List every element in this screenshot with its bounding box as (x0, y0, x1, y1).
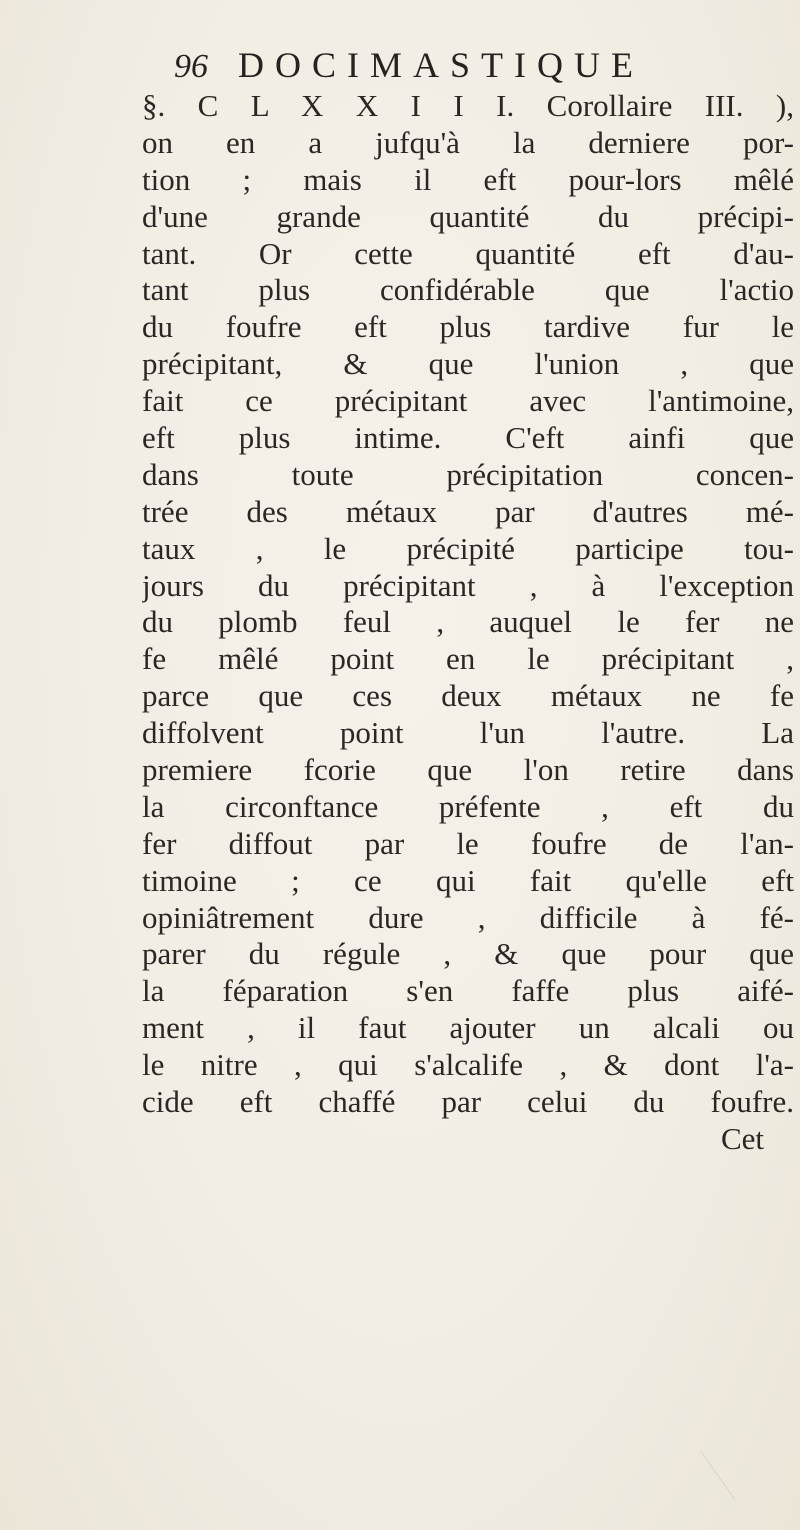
text-line: parce que ces deux métaux ne fe (142, 678, 794, 714)
text-line: jours du précipitant , à l'exception (142, 567, 794, 603)
catchword: Cet (720, 1120, 764, 1156)
text-line: le nitre , qui s'alcalife , & dont l'a- (142, 1047, 794, 1083)
text-line: du foufre eft plus tardive fur le (142, 309, 794, 345)
text-line: tant. Or cette quantité eft d'au- (142, 235, 794, 271)
text-line: d'une grande quantité du précipi- (142, 198, 794, 234)
text-line: la circonftance préfente , eft du (142, 788, 794, 824)
text-line: fer diffout par le foufre de l'an- (142, 825, 794, 861)
text-line: on en a jufqu'à la derniere por- (142, 124, 794, 160)
body-text (142, 88, 794, 1158)
page-number: 96 (174, 48, 208, 85)
text-line: la féparation s'en faffe plus aifé- (142, 973, 794, 1009)
text-line: cide eft chaffé par celui du foufre. (142, 1084, 794, 1120)
paper-mark (700, 1450, 735, 1500)
text-line: taux , le précipité participe tou- (142, 530, 794, 566)
text-line: fait ce précipitant avec l'antimoine, (142, 383, 794, 419)
text-line: parer du régule , & que pour que (142, 936, 794, 972)
text-line: dans toute précipitation concen- (142, 456, 794, 492)
text-line: tion ; mais il eft pour-lors mêlé (142, 161, 794, 197)
text-line: ment , il faut ajouter un alcali ou (142, 1010, 794, 1046)
text-line: timoine ; ce qui fait qu'elle eft (142, 862, 794, 898)
text-line: §. C L X X I I I. Corollaire III. ), (142, 88, 794, 123)
text-line: trée des métaux par d'autres mé- (142, 493, 794, 529)
text-line: eft plus intime. C'eft ainfi que (142, 420, 794, 456)
running-title: DOCIMASTIQUE (238, 45, 644, 85)
text-line: premiere fcorie que l'on retire dans (142, 752, 794, 788)
text-line: du plomb feul , auquel le fer ne (142, 604, 794, 640)
text-line: diffolvent point l'un l'autre. La (142, 715, 794, 751)
text-line: tant plus confidérable que l'actio (142, 272, 794, 308)
text-line: opiniâtrement dure , difficile à fé- (142, 899, 794, 935)
page-header (174, 44, 644, 94)
text-line: fe mêlé point en le précipitant , (142, 641, 794, 677)
text-line: précipitant, & que l'union , que (142, 346, 794, 382)
